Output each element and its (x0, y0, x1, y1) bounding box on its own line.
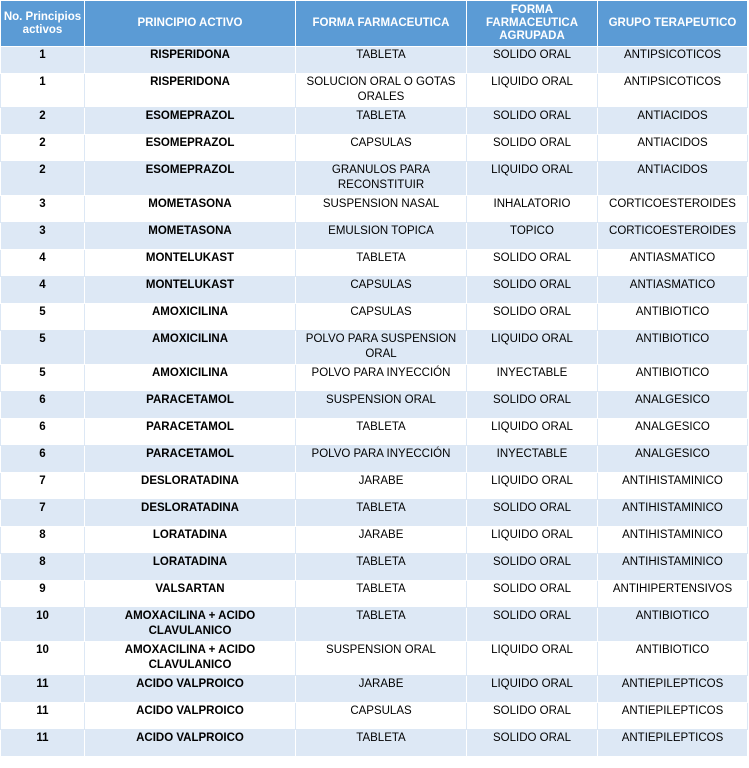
cell-principio-activo: AMOXICILINA (85, 331, 296, 365)
table-row (1, 730, 748, 757)
cell-principio-activo: AMOXACILINA + ACIDO CLAVULANICO (85, 642, 296, 676)
cell-no: 11 (1, 730, 85, 757)
cell-no: 2 (1, 135, 85, 162)
table-row (1, 135, 748, 162)
cell-forma-agrupada: INHALATORIO (467, 196, 598, 223)
cell-principio-activo: MONTELUKAST (85, 277, 296, 304)
cell-principio-activo: ACIDO VALPROICO (85, 730, 296, 757)
cell-forma-agrupada: SOLIDO ORAL (467, 608, 598, 642)
cell-forma-agrupada: SOLIDO ORAL (467, 47, 598, 74)
cell-forma-agrupada: SOLIDO ORAL (467, 135, 598, 162)
cell-no: 4 (1, 277, 85, 304)
cell-forma-farmaceutica: TABLETA (296, 581, 467, 608)
cell-forma-agrupada: SOLIDO ORAL (467, 730, 598, 757)
table-row (1, 473, 748, 500)
cell-forma-farmaceutica: TABLETA (296, 419, 467, 446)
cell-no: 9 (1, 581, 85, 608)
cell-forma-farmaceutica: SUSPENSION ORAL (296, 642, 467, 676)
table-row (1, 365, 748, 392)
cell-forma-agrupada: INYECTABLE (467, 365, 598, 392)
table-row (1, 162, 748, 196)
cell-no: 5 (1, 331, 85, 365)
cell-forma-agrupada: LIQUIDO ORAL (467, 331, 598, 365)
cell-principio-activo: ACIDO VALPROICO (85, 703, 296, 730)
cell-no: 3 (1, 196, 85, 223)
cell-principio-activo: MONTELUKAST (85, 250, 296, 277)
cell-no: 8 (1, 554, 85, 581)
cell-forma-agrupada: INYECTABLE (467, 446, 598, 473)
cell-grupo-terapeutico: ANALGESICO (598, 419, 748, 446)
cell-forma-farmaceutica: SUSPENSION ORAL (296, 392, 467, 419)
cell-grupo-terapeutico: ANTIHISTAMINICO (598, 473, 748, 500)
cell-grupo-terapeutico: ANALGESICO (598, 446, 748, 473)
cell-principio-activo: DESLORATADINA (85, 500, 296, 527)
table-row (1, 500, 748, 527)
cell-principio-activo: AMOXICILINA (85, 304, 296, 331)
cell-forma-farmaceutica: CAPSULAS (296, 277, 467, 304)
cell-forma-agrupada: SOLIDO ORAL (467, 581, 598, 608)
table-row (1, 108, 748, 135)
cell-forma-farmaceutica: TABLETA (296, 554, 467, 581)
header-forma-farmaceutica: FORMA FARMACEUTICA (296, 1, 467, 47)
cell-grupo-terapeutico: ANALGESICO (598, 392, 748, 419)
cell-grupo-terapeutico: ANTIHISTAMINICO (598, 554, 748, 581)
cell-principio-activo: PARACETAMOL (85, 392, 296, 419)
cell-forma-farmaceutica: TABLETA (296, 730, 467, 757)
cell-no: 10 (1, 642, 85, 676)
cell-forma-farmaceutica: TABLETA (296, 608, 467, 642)
cell-forma-agrupada: LIQUIDO ORAL (467, 676, 598, 703)
cell-no: 4 (1, 250, 85, 277)
cell-grupo-terapeutico: CORTICOESTEROIDES (598, 223, 748, 250)
header-row (1, 1, 748, 47)
header-principio-activo: PRINCIPIO ACTIVO (85, 1, 296, 47)
cell-forma-farmaceutica: TABLETA (296, 500, 467, 527)
cell-principio-activo: LORATADINA (85, 554, 296, 581)
cell-forma-agrupada: LIQUIDO ORAL (467, 473, 598, 500)
cell-grupo-terapeutico: ANTIHISTAMINICO (598, 527, 748, 554)
table-row (1, 642, 748, 676)
cell-forma-farmaceutica: TABLETA (296, 47, 467, 74)
cell-principio-activo: PARACETAMOL (85, 419, 296, 446)
cell-no: 1 (1, 74, 85, 108)
cell-principio-activo: LORATADINA (85, 527, 296, 554)
cell-grupo-terapeutico: ANTIACIDOS (598, 135, 748, 162)
cell-grupo-terapeutico: ANTIPSICOTICOS (598, 47, 748, 74)
cell-forma-farmaceutica: EMULSION TOPICA (296, 223, 467, 250)
cell-grupo-terapeutico: ANTIBIOTICO (598, 304, 748, 331)
cell-no: 6 (1, 419, 85, 446)
cell-forma-agrupada: SOLIDO ORAL (467, 304, 598, 331)
header-forma-agrupada: FORMA FARMACEUTICA AGRUPADA (467, 1, 598, 47)
cell-forma-farmaceutica: GRANULOS PARA RECONSTITUIR (296, 162, 467, 196)
cell-forma-agrupada: SOLIDO ORAL (467, 554, 598, 581)
cell-principio-activo: ACIDO VALPROICO (85, 676, 296, 703)
table-row (1, 74, 748, 108)
table-row (1, 676, 748, 703)
cell-forma-agrupada: LIQUIDO ORAL (467, 74, 598, 108)
cell-no: 11 (1, 703, 85, 730)
cell-forma-agrupada: LIQUIDO ORAL (467, 527, 598, 554)
cell-principio-activo: VALSARTAN (85, 581, 296, 608)
table-row (1, 223, 748, 250)
cell-no: 3 (1, 223, 85, 250)
cell-grupo-terapeutico: ANTIACIDOS (598, 108, 748, 135)
table-row (1, 304, 748, 331)
cell-forma-agrupada: SOLIDO ORAL (467, 108, 598, 135)
header-grupo-terapeutico: GRUPO TERAPEUTICO (598, 1, 748, 47)
cell-grupo-terapeutico: ANTIEPILEPTICOS (598, 703, 748, 730)
cell-principio-activo: ESOMEPRAZOL (85, 108, 296, 135)
cell-forma-agrupada: TOPICO (467, 223, 598, 250)
cell-principio-activo: MOMETASONA (85, 196, 296, 223)
table-row (1, 554, 748, 581)
cell-forma-farmaceutica: TABLETA (296, 108, 467, 135)
table-row (1, 703, 748, 730)
table-row (1, 581, 748, 608)
table-row (1, 277, 748, 304)
cell-grupo-terapeutico: ANTIHIPERTENSIVOS (598, 581, 748, 608)
cell-no: 6 (1, 392, 85, 419)
table-body (1, 47, 748, 757)
cell-forma-farmaceutica: CAPSULAS (296, 135, 467, 162)
cell-grupo-terapeutico: ANTIASMATICO (598, 277, 748, 304)
table-row (1, 392, 748, 419)
table-row (1, 47, 748, 74)
cell-forma-farmaceutica: CAPSULAS (296, 703, 467, 730)
cell-forma-farmaceutica: POLVO PARA INYECCIÓN (296, 446, 467, 473)
cell-grupo-terapeutico: ANTIBIOTICO (598, 365, 748, 392)
cell-no: 5 (1, 365, 85, 392)
cell-principio-activo: DESLORATADINA (85, 473, 296, 500)
cell-grupo-terapeutico: ANTIASMATICO (598, 250, 748, 277)
cell-forma-agrupada: SOLIDO ORAL (467, 392, 598, 419)
cell-no: 2 (1, 108, 85, 135)
cell-grupo-terapeutico: ANTIHISTAMINICO (598, 500, 748, 527)
cell-no: 1 (1, 47, 85, 74)
cell-grupo-terapeutico: ANTIBIOTICO (598, 331, 748, 365)
cell-principio-activo: AMOXACILINA + ACIDO CLAVULANICO (85, 608, 296, 642)
table-row (1, 250, 748, 277)
cell-principio-activo: ESOMEPRAZOL (85, 135, 296, 162)
cell-forma-agrupada: SOLIDO ORAL (467, 703, 598, 730)
cell-grupo-terapeutico: CORTICOESTEROIDES (598, 196, 748, 223)
cell-forma-farmaceutica: POLVO PARA INYECCIÓN (296, 365, 467, 392)
cell-no: 10 (1, 608, 85, 642)
cell-forma-agrupada: LIQUIDO ORAL (467, 419, 598, 446)
cell-grupo-terapeutico: ANTIPSICOTICOS (598, 74, 748, 108)
cell-grupo-terapeutico: ANTIBIOTICO (598, 642, 748, 676)
cell-no: 8 (1, 527, 85, 554)
cell-no: 5 (1, 304, 85, 331)
cell-no: 6 (1, 446, 85, 473)
cell-principio-activo: RISPERIDONA (85, 47, 296, 74)
cell-no: 2 (1, 162, 85, 196)
cell-principio-activo: MOMETASONA (85, 223, 296, 250)
table-row (1, 446, 748, 473)
cell-forma-farmaceutica: JARABE (296, 527, 467, 554)
cell-no: 11 (1, 676, 85, 703)
cell-grupo-terapeutico: ANTIEPILEPTICOS (598, 676, 748, 703)
cell-forma-farmaceutica: CAPSULAS (296, 304, 467, 331)
cell-no: 7 (1, 473, 85, 500)
table-row (1, 527, 748, 554)
header-no-principios: No. Principios activos (1, 1, 85, 47)
cell-forma-agrupada: LIQUIDO ORAL (467, 162, 598, 196)
cell-no: 7 (1, 500, 85, 527)
cell-forma-agrupada: SOLIDO ORAL (467, 277, 598, 304)
cell-forma-agrupada: LIQUIDO ORAL (467, 642, 598, 676)
table-row (1, 419, 748, 446)
cell-principio-activo: RISPERIDONA (85, 74, 296, 108)
cell-principio-activo: AMOXICILINA (85, 365, 296, 392)
table-row (1, 196, 748, 223)
cell-forma-agrupada: SOLIDO ORAL (467, 250, 598, 277)
cell-forma-farmaceutica: POLVO PARA SUSPENSION ORAL (296, 331, 467, 365)
cell-principio-activo: PARACETAMOL (85, 446, 296, 473)
cell-forma-farmaceutica: SOLUCION ORAL O GOTAS ORALES (296, 74, 467, 108)
cell-forma-farmaceutica: TABLETA (296, 250, 467, 277)
cell-forma-farmaceutica: SUSPENSION NASAL (296, 196, 467, 223)
table-row (1, 331, 748, 365)
cell-forma-agrupada: SOLIDO ORAL (467, 500, 598, 527)
cell-grupo-terapeutico: ANTIEPILEPTICOS (598, 730, 748, 757)
cell-forma-farmaceutica: JARABE (296, 473, 467, 500)
table-row (1, 608, 748, 642)
cell-grupo-terapeutico: ANTIBIOTICO (598, 608, 748, 642)
cell-grupo-terapeutico: ANTIACIDOS (598, 162, 748, 196)
cell-principio-activo: ESOMEPRAZOL (85, 162, 296, 196)
cell-forma-farmaceutica: JARABE (296, 676, 467, 703)
